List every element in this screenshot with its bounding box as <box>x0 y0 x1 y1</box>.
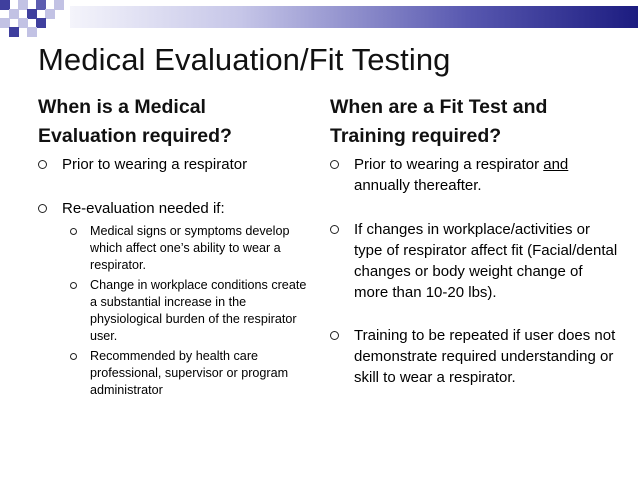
decor-square <box>54 0 64 10</box>
slide-title: Medical Evaluation/Fit Testing <box>38 42 451 77</box>
right-bullet-3 <box>330 325 620 388</box>
left-subbullet-2 <box>38 277 308 345</box>
left-bullet-2 <box>38 198 308 219</box>
right-bullet-1-underlined: and <box>543 156 569 173</box>
hollow-bullet-icon <box>38 160 47 169</box>
hollow-bullet-icon <box>70 228 77 235</box>
right-bullet-2-text: If changes in workplace/activities or type of respirator affect fit (Facial/dental changes or body weight change of more than 10-20 lbs). <box>354 221 618 301</box>
left-heading-line2: Evaluation required? <box>38 125 232 147</box>
header-gradient-band <box>70 6 638 28</box>
decor-square <box>36 18 46 28</box>
right-bullet-1 <box>330 154 620 196</box>
right-bullet-1-text-pre: Prior to wearing a respirator <box>354 156 544 173</box>
right-bullet-3-text: Training to be repeated if user does not demonstrate required understanding or skill to wear a respirator. <box>354 327 616 386</box>
left-bullet-1-text: Prior to wearing a respirator <box>62 156 248 173</box>
right-heading <box>330 93 620 151</box>
hollow-bullet-icon <box>38 204 47 213</box>
left-heading-line1: When is a Medical <box>38 96 206 118</box>
left-bullet-2-text: Re-evaluation needed if: <box>62 200 225 217</box>
hollow-bullet-icon <box>330 225 339 234</box>
hollow-bullet-icon <box>70 353 77 360</box>
right-bullet-1-text-post: annually thereafter. <box>354 177 482 194</box>
right-heading-line1: When are a Fit Test and <box>330 96 548 118</box>
left-subbullet-2-text: Change in workplace conditions create a substantial increase in the physiological burden of the respirator user. <box>90 278 307 343</box>
left-heading <box>38 93 308 151</box>
left-subbullet-3 <box>38 348 308 399</box>
hollow-bullet-icon <box>70 282 77 289</box>
right-column <box>330 93 620 388</box>
left-bullet-1 <box>38 154 308 175</box>
hollow-bullet-icon <box>330 160 339 169</box>
decor-square <box>45 9 55 19</box>
hollow-bullet-icon <box>330 331 339 340</box>
left-subbullet-3-text: Recommended by health care professional, supervisor or program administrator <box>90 349 289 397</box>
left-column <box>38 93 308 399</box>
right-heading-line2: Training required? <box>330 125 502 147</box>
decor-square <box>27 27 37 37</box>
decor-square <box>9 27 19 37</box>
left-subbullet-1-text: Medical signs or symptoms develop which affect one’s ability to wear a respirator. <box>90 224 290 272</box>
right-bullet-2 <box>330 219 620 303</box>
left-subbullet-1 <box>38 223 308 274</box>
